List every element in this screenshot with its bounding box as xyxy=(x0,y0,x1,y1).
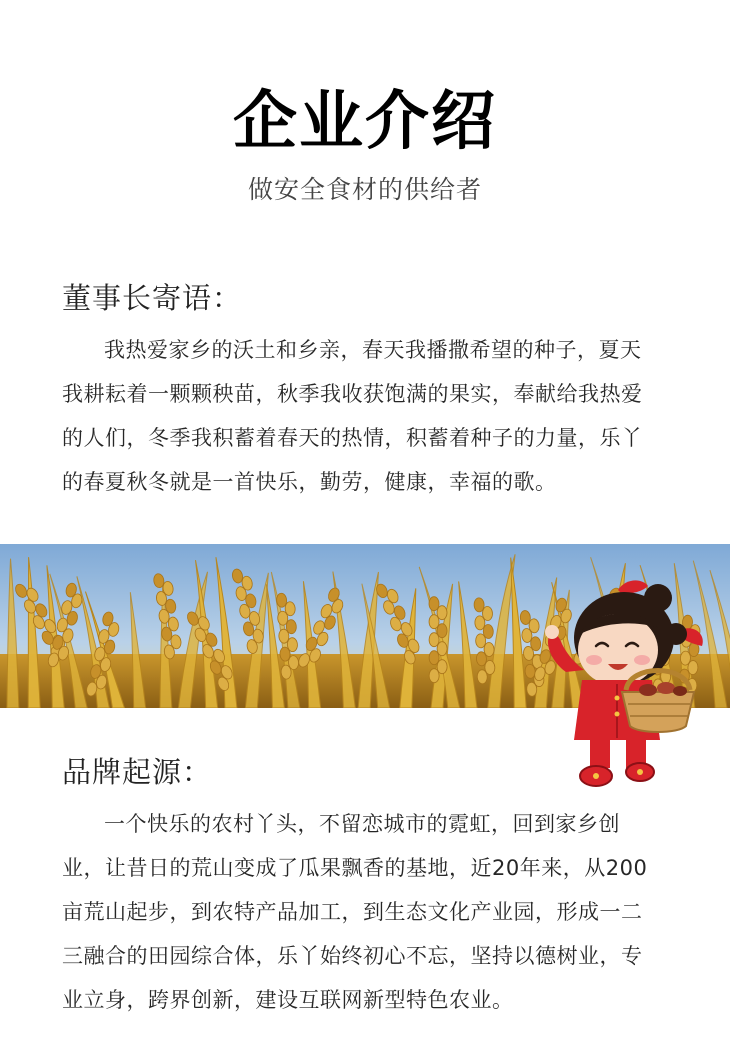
chairman-message: 我热爱家乡的沃土和乡亲，春天我播撒希望的种子，夏天我耕耘着一颗颗秧苗，秋季我收获饱满的果实，奉献给我热爱的人们，冬季我积蓄着春天的热情，积蓄着种子的力量，乐丫的春夏秋冬就是一首快乐，勤劳，健康，幸福的歌。 xyxy=(62,338,643,494)
mascot-girl-illustration xyxy=(530,572,710,794)
chairman-heading: 董事长寄语： xyxy=(62,281,243,315)
page-title: 企业介绍 xyxy=(233,85,497,159)
brand-origin-heading: 品牌起源： xyxy=(62,755,213,789)
brand-origin-story: 一个快乐的农村丫头，不留恋城市的霓虹，回到家乡创业，让昔日的荒山变成了瓜果飘香的基地，近20年来，从200亩荒山起步，到农特产品加工，到生态文化产业园，形成一二三融合的田园综合体，乐丫始终初心不忘，坚持以德树业，专业立身，跨界创新，建设互联网新型特色农业。 xyxy=(62,812,648,1012)
page-subtitle: 做安全食材的供给者 xyxy=(247,175,482,204)
